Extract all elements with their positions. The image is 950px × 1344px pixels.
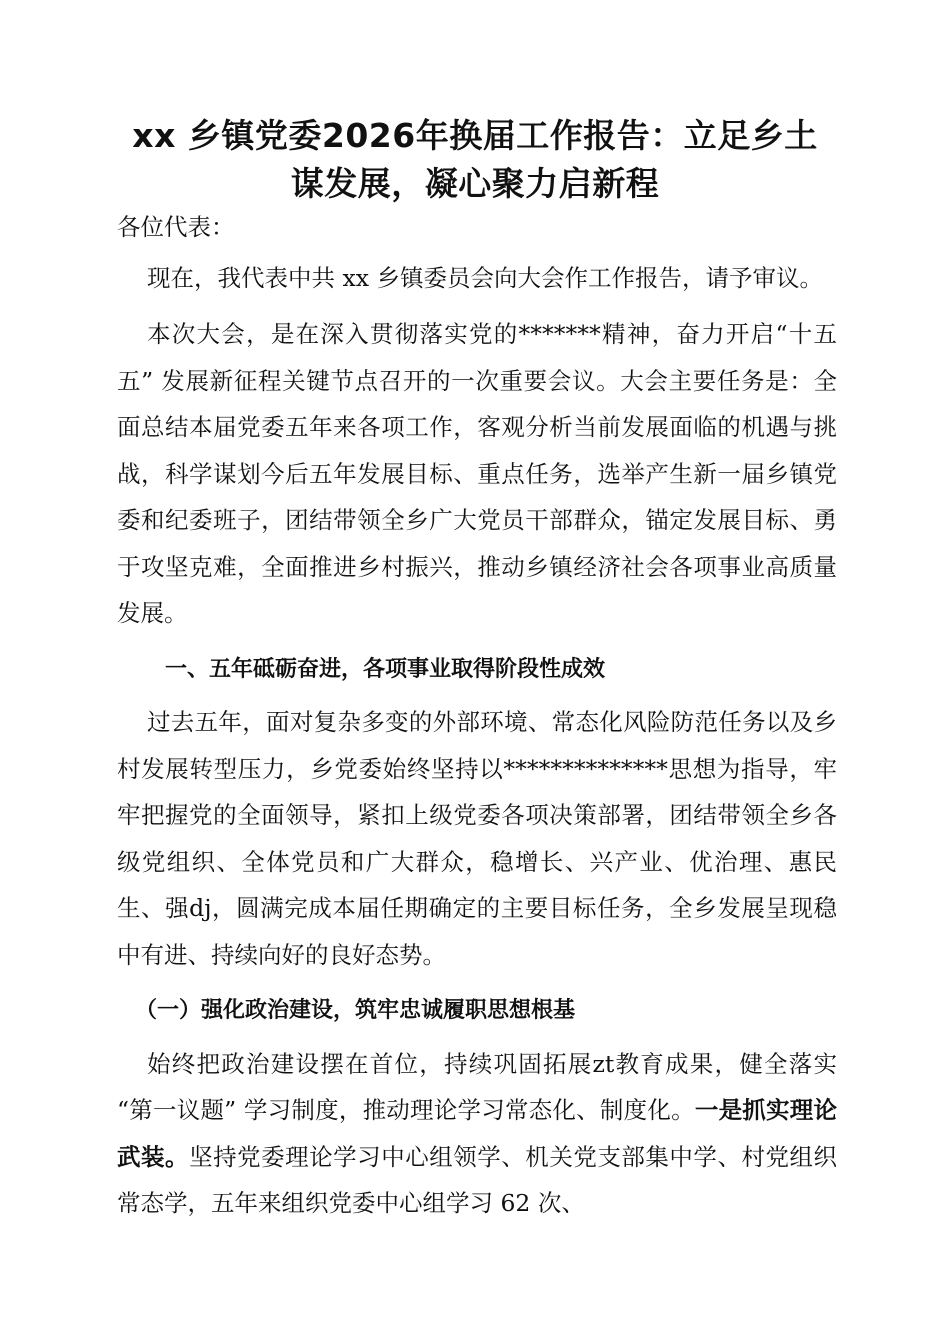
intro-paragraph: 现在，我代表中共 xx 乡镇委员会向大会作工作报告，请予审议。 — [147, 263, 823, 292]
document-title — [100, 112, 850, 208]
review-paragraph: 过去五年，面对复杂多变的外部环境、常态化风险防范任务以及乡村发展转型压力，乡党委始终坚持以**************思想为指导，牢牢把握党的全面领导，紧扣上级党委各项决策部署，团结带领全乡各级党组织、全体党员和广大群众，稳增长、兴产业、优治理、惠民生、强dj，圆满完成本届任期确定的主要目标任务，全乡发展呈现稳中有进、持续向好的良好态势。 — [117, 708, 837, 969]
politics-text: 始终把政治建设摆在首位，持续巩固拓展zt教育成果，健全落实 “第一议题” 学习制度，推动理论学习常态化、制度化。 — [117, 1049, 837, 1124]
subsection-heading-1: （一）强化政治建设，筑牢忠诚履职思想根基 — [135, 998, 576, 1023]
section-heading-1: 一、五年砥砺奋进，各项事业取得阶段性成效 — [165, 656, 606, 682]
theory-lead-text: 一是抓实理论武装。 — [117, 1096, 838, 1171]
politics-paragraph — [117, 1041, 837, 1227]
document-title-line1: xx 乡镇党委2026年换届工作报告：立足乡土 — [132, 116, 818, 155]
document-body — [117, 204, 837, 1237]
theory-text: 坚持党委理论学习中心组领学、机关党支部集中学、村党组织常态学，五年来组织党委中心组学习 62 次、 — [117, 1142, 838, 1217]
salutation: 各位代表： — [117, 213, 235, 241]
meeting-paragraph: 本次大会，是在深入贯彻落实党的*******精神，奋力开启“十五五” 发展新征程关键节点召开的一次重要会议。大会主要任务是：全面总结本届党委五年来各项工作，客观分析当前发展面临的机遇与挑战，科学谋划今后五年发展目标、重点任务，选举产生新一届乡镇党委和纪委班子，团结带领全乡广大党员干部群众，锚定发展目标、勇于攻坚克难，全面推进乡村振兴，推动乡镇经济社会各项事业高质量发展。 — [117, 320, 837, 627]
document-title-line2: 谋发展，凝心聚力启新程 — [290, 164, 660, 203]
